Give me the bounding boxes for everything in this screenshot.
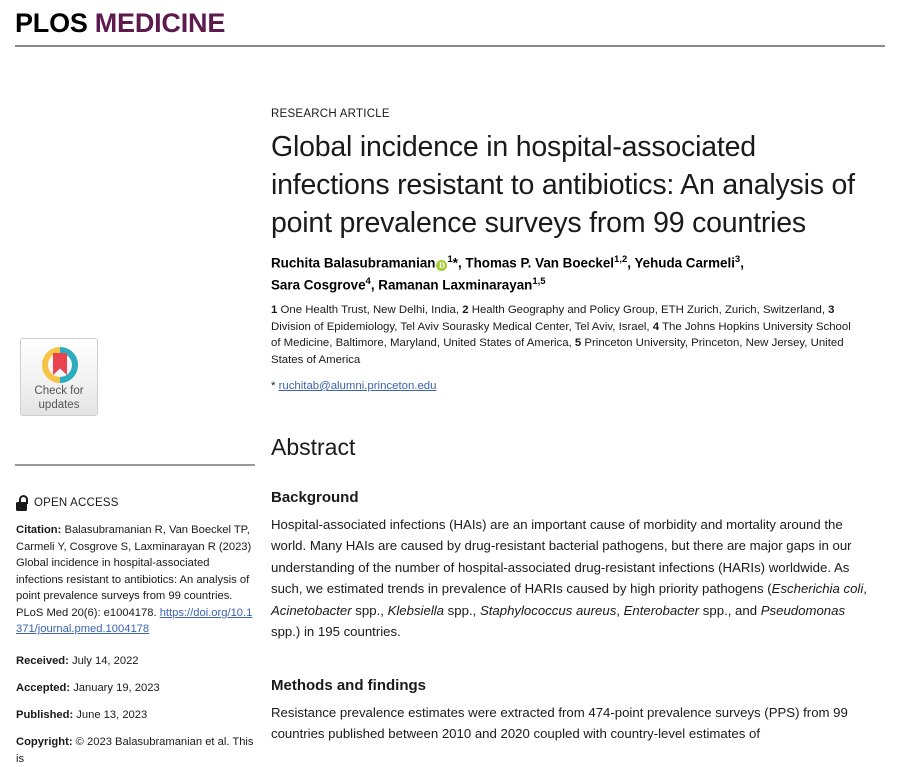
- author-segment-6: , Ramanan Laxminarayan: [370, 277, 533, 293]
- site-masthead: [0, 0, 900, 48]
- background-part-2: ,: [863, 581, 867, 597]
- open-lock-icon: [16, 495, 29, 511]
- check-for-updates-label: [21, 384, 97, 412]
- sidebar-divider: [15, 464, 255, 466]
- citation-label: Citation:: [16, 524, 62, 536]
- open-access-badge: [16, 495, 119, 511]
- pathogen-name-3: Klebsiella: [387, 602, 445, 618]
- author-affil-marker-5: 1,5: [532, 276, 546, 288]
- pathogen-name-4: Staphylococcus aureus: [479, 602, 617, 618]
- corresponding-email-link[interactable]: ruchitab@alumni.princeton.edu: [278, 380, 437, 392]
- citation-text: Balasubramanian R, Van Boeckel TP, Carmeli Y, Cosgrove S, Laxminarayan R (2023) Global incidence in hospital-associated infections resistant to antibiotics: An analysis of point prevalence surveys from 99 countries. PLoS Med 20(6): e1004178.: [16, 524, 252, 619]
- affiliation-text-1: One Health Trust, New Delhi, India,: [277, 304, 463, 316]
- article-title: Global incidence in hospital-associated infections resistant to antibiotics: An analysis of point prevalence surveys from 99 countries: [271, 131, 855, 239]
- accepted-date-block: [16, 680, 256, 697]
- pathogen-name-1: Escherichia coli: [771, 581, 864, 597]
- published-label: Published:: [16, 709, 74, 721]
- copyright-block: [16, 734, 256, 767]
- background-part-4: spp.,: [444, 602, 480, 618]
- masthead-divider: [15, 45, 885, 47]
- corresponding-author-line: [271, 378, 436, 394]
- crossmark-icon: [40, 345, 80, 385]
- citation-doi-link[interactable]: https://doi.org/10.1371/journal.pmed.1004178: [16, 606, 253, 635]
- abstract-heading: Abstract: [271, 434, 356, 460]
- abstract-methods-heading: Methods and findings: [271, 677, 426, 694]
- author-segment-5: Sara Cosgrove: [271, 277, 366, 293]
- accepted-value: January 19, 2023: [73, 682, 160, 694]
- received-date-block: [16, 653, 256, 670]
- open-access-label: OPEN ACCESS: [34, 497, 119, 509]
- article-type-label: RESEARCH ARTICLE: [271, 108, 390, 120]
- author-affil-marker-1: 1: [447, 254, 453, 265]
- pathogen-name-2: Acinetobacter: [271, 602, 352, 618]
- citation-block: [16, 522, 256, 638]
- author-segment-4: ,: [740, 255, 744, 271]
- affiliation-text-4: The Johns Hopkins University School of Medicine, Baltimore, Maryland, United States of America,: [271, 320, 851, 349]
- author-affil-marker-4: 4: [365, 276, 371, 288]
- copyright-label: Copyright:: [16, 736, 73, 748]
- background-part-7: spp.) in 195 countries.: [271, 624, 401, 640]
- check-for-updates-button[interactable]: [20, 338, 98, 416]
- received-value: July 14, 2022: [71, 655, 139, 667]
- affiliation-number-3: 3: [828, 304, 835, 316]
- author-name-1: Ruchita Balasubramanian: [271, 255, 436, 271]
- published-value: June 13, 2023: [76, 709, 148, 721]
- abstract-background-text: [271, 514, 871, 642]
- copyright-value: © 2023 Balasubramanian et al. This is: [16, 736, 254, 765]
- published-date-block: [16, 707, 256, 724]
- accepted-label: Accepted:: [16, 682, 71, 694]
- abstract-methods-text: Resistance prevalence estimates were extracted from 474-point prevalence surveys (PPS) from 99 countries published between 2010 and 2020 coupled with country-level estimates of: [271, 705, 848, 742]
- affiliation-number-1: 1: [271, 304, 278, 316]
- check-for-updates-line1: Check for: [34, 385, 84, 397]
- affiliations-list: [271, 302, 851, 368]
- affiliation-number-5: 5: [574, 337, 582, 349]
- affiliation-text-5: Princeton University, Princeton, New Jersey, United States of America: [271, 337, 844, 366]
- affiliation-number-4: 4: [652, 320, 660, 333]
- author-segment-3: , Yehuda Carmeli: [627, 255, 735, 271]
- pathogen-name-5: Enterobacter: [623, 602, 700, 618]
- journal-logo-plos: PLOS: [15, 8, 88, 38]
- background-part-1: Hospital-associated infections (HAIs) are an important cause of morbidity and mortality around the world. Many HAIs are caused by drug-resistant bacterial pathogens, but there are major gaps in our understanding of the number of hospital-associated drug-resistant infections (HARIs) worldwide. As such, we estimated trends in prevalence of HARIs caused by high priority pathogens (: [271, 517, 852, 597]
- author-list: [271, 250, 871, 295]
- author-segment-2: *, Thomas P. Van Boeckel: [452, 255, 615, 271]
- background-part-6: spp., and: [699, 602, 761, 618]
- corresponding-marker: *: [271, 380, 279, 392]
- background-part-3: spp.,: [351, 602, 388, 618]
- affiliation-text-2: Health Geography and Policy Group, ETH Zurich, Zurich, Switzerland,: [468, 304, 829, 316]
- article-sidebar: [0, 48, 268, 765]
- author-affil-marker-3: 3: [734, 254, 741, 265]
- check-for-updates-line2: updates: [38, 399, 80, 411]
- affiliation-number-2: 2: [462, 304, 469, 316]
- received-label: Received:: [16, 655, 69, 667]
- journal-logo[interactable]: [15, 8, 225, 38]
- background-part-5: ,: [616, 602, 624, 618]
- abstract-background-heading: Background: [271, 489, 359, 506]
- orcid-icon[interactable]: D: [436, 260, 447, 271]
- pathogen-name-6: Pseudomonas: [760, 602, 846, 618]
- author-affil-marker-2: 1,2: [614, 254, 628, 265]
- affiliation-text-3: Division of Epidemiology, Tel Aviv Sourasky Medical Center, Tel Aviv, Israel,: [271, 320, 653, 333]
- journal-logo-medicine: MEDICINE: [94, 8, 226, 38]
- article-main-column: [271, 48, 886, 752]
